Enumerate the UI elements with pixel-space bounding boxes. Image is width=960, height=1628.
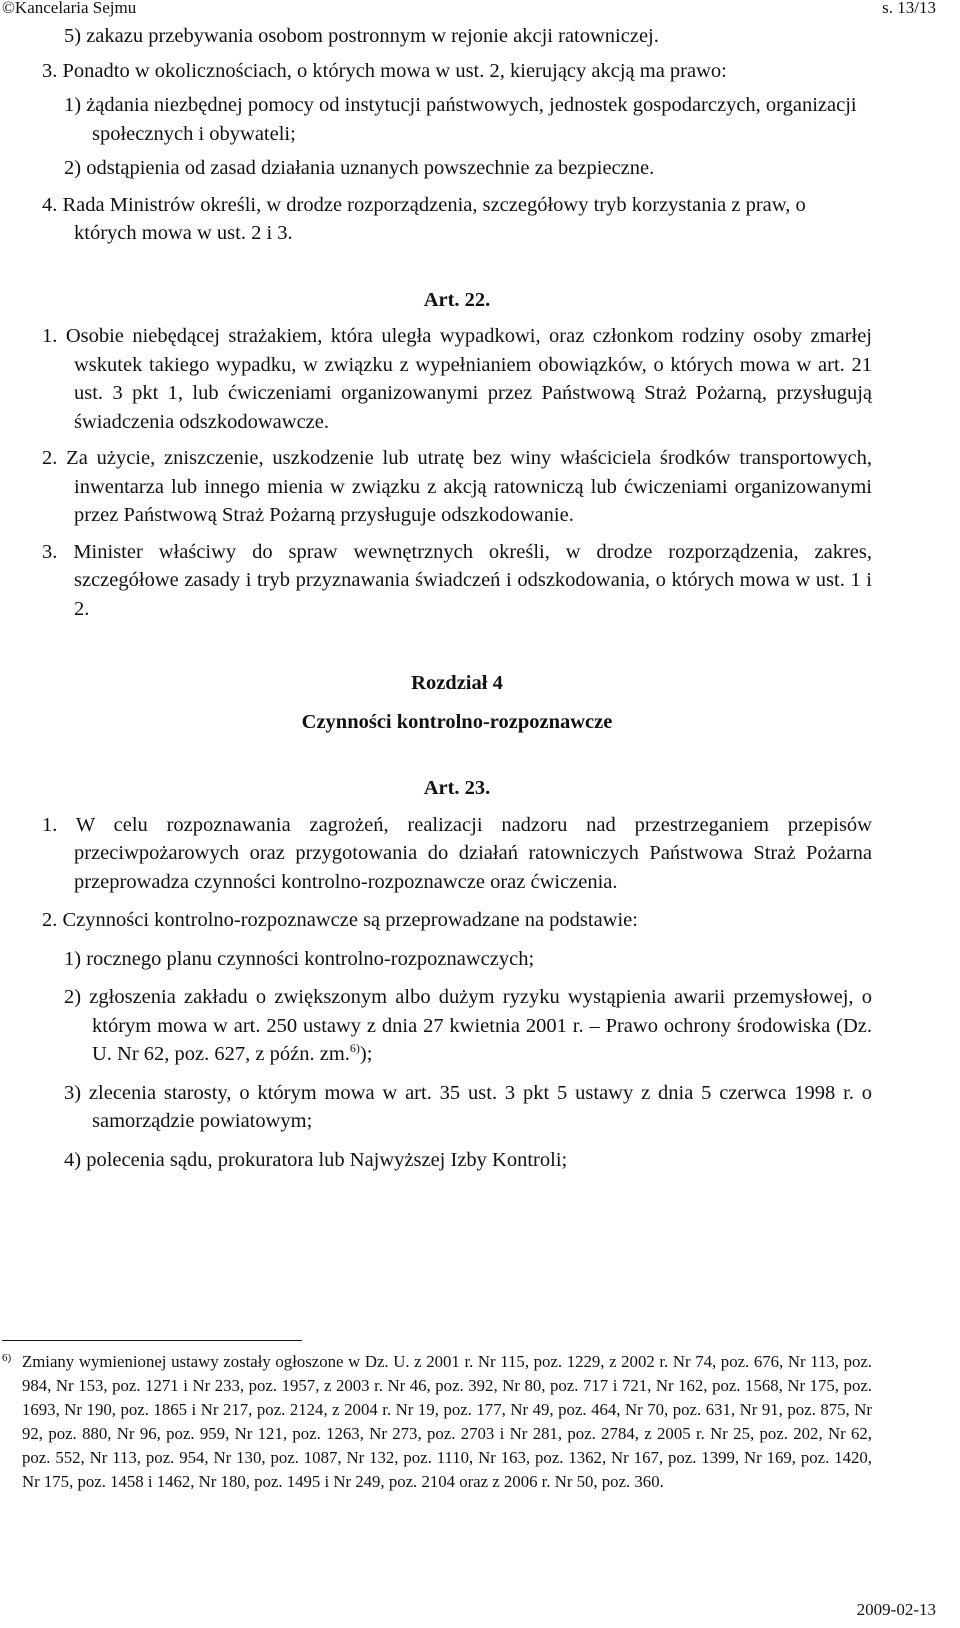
footnote-mark: 6): [2, 1352, 12, 1364]
chapter-number: Rozdział 4: [411, 672, 503, 694]
list-item: 2) odstąpienia od zasad działania uznanych powszechnie za bezpieczne.: [64, 157, 655, 179]
list-item: 4) polecenia sądu, prokuratora lub Najwyższej Izby Kontroli;: [64, 1148, 568, 1171]
document-body: [42, 22, 872, 1174]
list-item-text-end: );: [359, 1043, 373, 1065]
paragraph: 2. Czynności kontrolno-rozpoznawcze są przeprowadzane na podstawie:: [42, 909, 638, 931]
footnote-ref[interactable]: 6): [349, 1041, 360, 1056]
list-item-text: 2) zgłoszenia zakładu o zwiększonym albo dużym ryzyku wystąpienia awarii przemysłowej, o którym mowa w art. 250 ustawy z dnia 27 kwietnia 2001 r. – Prawo ochrony środowiska (Dz. U. Nr 62, poz. 627, z późn. zm.: [64, 986, 872, 1065]
list-item: 1) rocznego planu czynności kontrolno-rozpoznawczych;: [64, 947, 535, 970]
article-heading: Art. 22.: [423, 288, 491, 311]
footnote-divider: [2, 1340, 302, 1341]
list-item: 5) zakazu przebywania osobom postronnym w rejonie akcji ratowniczej.: [64, 25, 659, 47]
article-heading: Art. 23.: [423, 777, 491, 799]
paragraph: 4. Rada Ministrów określi, w drodze rozporządzenia, szczegółowy tryb korzystania z praw, o których mowa w ust. 2 i 3.: [42, 193, 806, 244]
paragraph: 2. Za użycie, zniszczenie, uszkodzenie lub utratę bez winy właściciela środków transportowych, inwentarza lub innego mienia w związku z akcją ratowniczą lub ćwiczeniami organizowanymi przez Państwową Straż Pożarną przysługuje odszkodowanie.: [42, 447, 872, 526]
footnote-text: Zmiany wymienionej ustawy zostały ogłoszone w Dz. U. z 2001 r. Nr 115, poz. 1229, z 2002 r. Nr 74, poz. 676, Nr 113, poz. 984, Nr 153, poz. 1271 i Nr 233, poz. 1957, z 2003 r. Nr 46, poz. 392, Nr 80, poz. 717 i 721, Nr 162, poz. 1568, Nr 175, poz. 1693, Nr 190, poz. 1865 i Nr 217, poz. 2124, z 2004 r. Nr 19, poz. 177, Nr 49, poz. 464, Nr 70, poz. 631, Nr 91, poz. 875, Nr 92, poz. 880, Nr 96, poz. 959, Nr 121, poz. 1263, Nr 273, poz. 2703 i Nr 281, poz. 2784, z 2005 r. Nr 25, poz. 202, Nr 62, poz. 552, Nr 113, poz. 954, Nr 130, poz. 1087, Nr 132, poz. 1110, Nr 163, poz. 1362, Nr 167, poz. 1399, Nr 169, poz. 1420, Nr 175, poz. 1458 i 1462, Nr 180, poz. 1495 i Nr 249, poz. 2104 oraz z 2006 r. Nr 50, poz. 360.: [22, 1352, 872, 1491]
paragraph: 1. W celu rozpoznawania zagrożeń, realizacji nadzoru nad przestrzeganiem przepisów przeciwpożarowych oraz przygotowania do działań ratowniczych Państwowa Straż Pożarna przeprowadza czynności kontrolno-rozpoznawcze oraz ćwiczenia.: [42, 813, 872, 893]
header-page-number: s. 13/13: [882, 0, 936, 17]
list-item: [42, 983, 872, 1069]
footer-date: 2009-02-13: [856, 1600, 936, 1619]
list-item: 3) zlecenia starosty, o którym mowa w art. 35 ust. 3 pkt 5 ustawy z dnia 5 czerwca 1998 r. o samorządzie powiatowym;: [64, 1081, 872, 1132]
list-item: 1) żądania niezbędnej pomocy od instytucji państwowych, jednostek gospodarczych, organizacji społecznych i obywateli;: [64, 94, 857, 145]
header-copyright: ©Kancelaria Sejmu: [2, 0, 137, 17]
paragraph: 1. Osobie niebędącej strażakiem, która uległa wypadkowi, oraz członkom rodziny osoby zmarłej wskutek takiego wypadku, w związku z wypełnianiem obowiązków, o których mowa w art. 21 ust. 3 pkt 1, lub ćwiczeniami organizowanymi przez Państwową Straż Pożarną, przysługują świadczenia odszkodowawcze.: [42, 325, 872, 433]
paragraph: 3. Ponadto w okolicznościach, o których mowa w ust. 2, kierujący akcją ma prawo:: [42, 59, 727, 82]
chapter-title: Czynności kontrolno-rozpoznawcze: [301, 710, 613, 733]
footnote: [2, 1350, 872, 1494]
paragraph: 3. Minister właściwy do spraw wewnętrznych określi, w drodze rozporządzenia, zakres, szczegółowe zasady i tryb przyznawania świadczeń i odszkodowania, o których mowa w ust. 1 i 2.: [42, 540, 872, 620]
